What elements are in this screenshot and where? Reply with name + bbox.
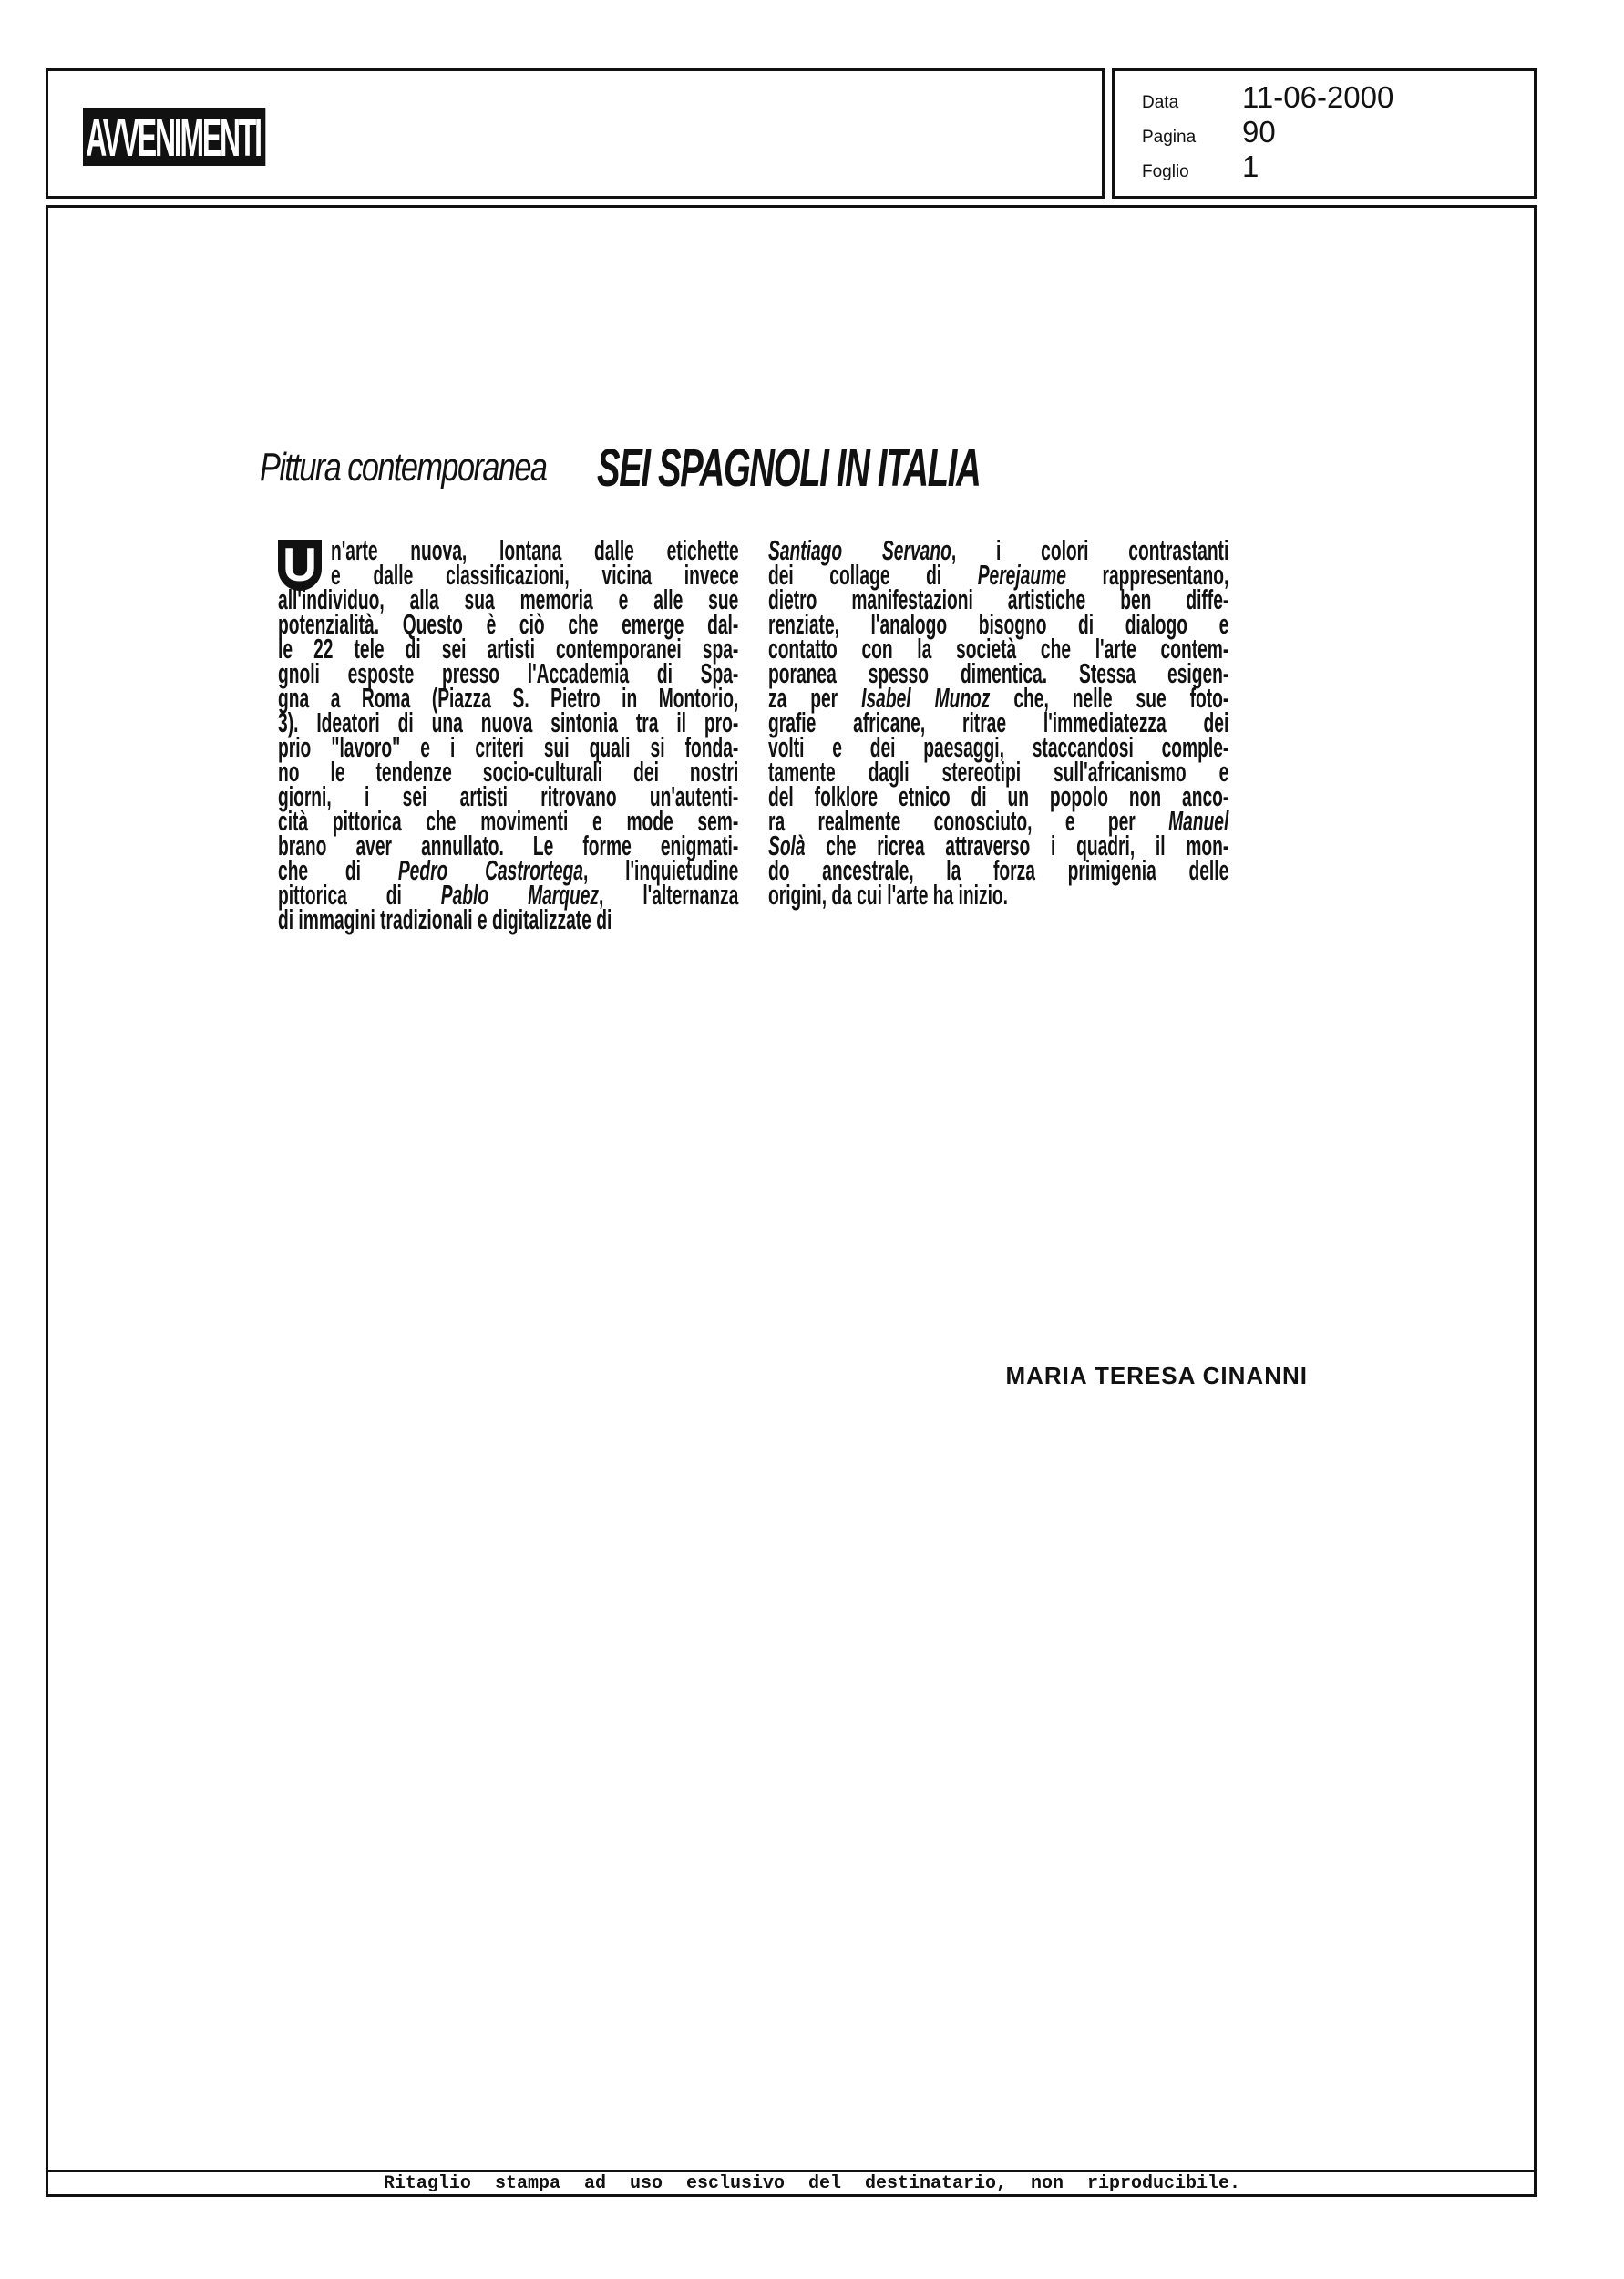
article-column-left [278, 534, 739, 935]
article-line: cità pittorica che movimenti e mode sem- [278, 805, 739, 837]
article-line: gna a Roma (Piazza S. Pietro in Montorio, [278, 682, 739, 714]
meta-page-row [1142, 115, 1276, 150]
article-kicker: Pittura contemporanea [260, 445, 547, 490]
article-line: contatto con la società che l'arte contem- [768, 633, 1229, 665]
headline [260, 438, 1262, 506]
header-meta-box [1112, 68, 1537, 199]
sheet-label: Foglio [1142, 162, 1189, 181]
article-line: volti e dei paesaggi, staccandosi comple- [768, 731, 1229, 763]
article-byline: MARIA TERESA CINANNI [1005, 1362, 1308, 1389]
article-line: pittorica di Pablo Marquez, l'alternanza [278, 879, 739, 911]
article-line: le 22 tele di sei artisti contemporanei spa- [278, 633, 739, 665]
article-line: renziate, l'analogo bisogno di dialogo e [768, 608, 1229, 640]
sheet-value: 1 [1242, 150, 1259, 183]
right-column-lines [768, 534, 1229, 911]
article [260, 438, 1308, 1389]
article-line: brano aver annullato. Le forme enigmati- [278, 830, 739, 861]
article-line: ra realmente conosciuto, e per Manuel [768, 805, 1229, 837]
article-line: 3). Ideatori di una nuova sintonia tra il pro- [278, 706, 739, 738]
article-line: tamente dagli stereotipi sull'africanismo e [768, 756, 1229, 788]
article-line: poranea spesso dimentica. Stessa esigen- [768, 657, 1229, 689]
publication-logo [83, 108, 415, 166]
article-line: Solà che ricrea attraverso i quadri, il mon- [768, 830, 1229, 861]
article-line: di immagini tradizionali e digitalizzate di [278, 903, 612, 935]
article-line: dietro manifestazioni artistiche ben diffe- [768, 583, 1229, 615]
page-value: 90 [1242, 115, 1276, 149]
article-line: prio "lavoro" e i criteri sui quali si fonda- [278, 731, 739, 763]
article-line: grafie africane, ritrae l'immediatezza dei [768, 706, 1229, 738]
header-logo-box [46, 68, 1105, 199]
article-line: za per Isabel Munoz che, nelle sue foto- [768, 682, 1229, 714]
article-line: potenzialità. Questo è ciò che emerge dal- [278, 608, 739, 640]
article-line: no le tendenze socio-culturali dei nostri [278, 756, 739, 788]
page-label: Pagina [1142, 128, 1197, 147]
date-label: Data [1142, 93, 1179, 112]
article-column-right [768, 534, 1229, 911]
article-line: del folklore etnico di un popolo non anco- [768, 780, 1229, 812]
left-column-lines [278, 534, 739, 935]
article-line: che di Pedro Castrortega, l'inquietudine [278, 854, 739, 886]
article-line: gnoli esposte presso l'Accademia di Spa- [278, 657, 739, 689]
logo-text: AVVENIMENTI [83, 108, 265, 166]
article-title: SEI SPAGNOLI IN ITALIA [597, 438, 981, 498]
article-line: n'arte nuova, lontana dalle etichette [331, 534, 739, 566]
date-value: 11-06-2000 [1242, 80, 1394, 114]
article-line: do ancestrale, la forza primigenia delle [768, 854, 1229, 886]
article-line: e dalle classificazioni, vicina invece [331, 559, 739, 591]
meta-date-row [1142, 80, 1393, 115]
footer-notice: Ritaglio stampa ad uso esclusivo del destinatario, non riproducibile. [383, 2173, 1241, 2194]
article-line: giorni, i sei artisti ritrovano un'autenti- [278, 780, 739, 812]
meta-sheet-row [1142, 150, 1259, 184]
drop-cap-letter: U [283, 539, 317, 592]
article-line: all'individuo, alla sua memoria e alle sue [278, 583, 739, 615]
article-line: Santiago Servano, i colori contrastanti [768, 534, 1229, 566]
footer-rule [46, 2170, 1537, 2172]
article-line: origini, da cui l'arte ha inizio. [768, 879, 1009, 911]
article-line: dei collage di Perejaume rappresentano, [768, 559, 1229, 591]
